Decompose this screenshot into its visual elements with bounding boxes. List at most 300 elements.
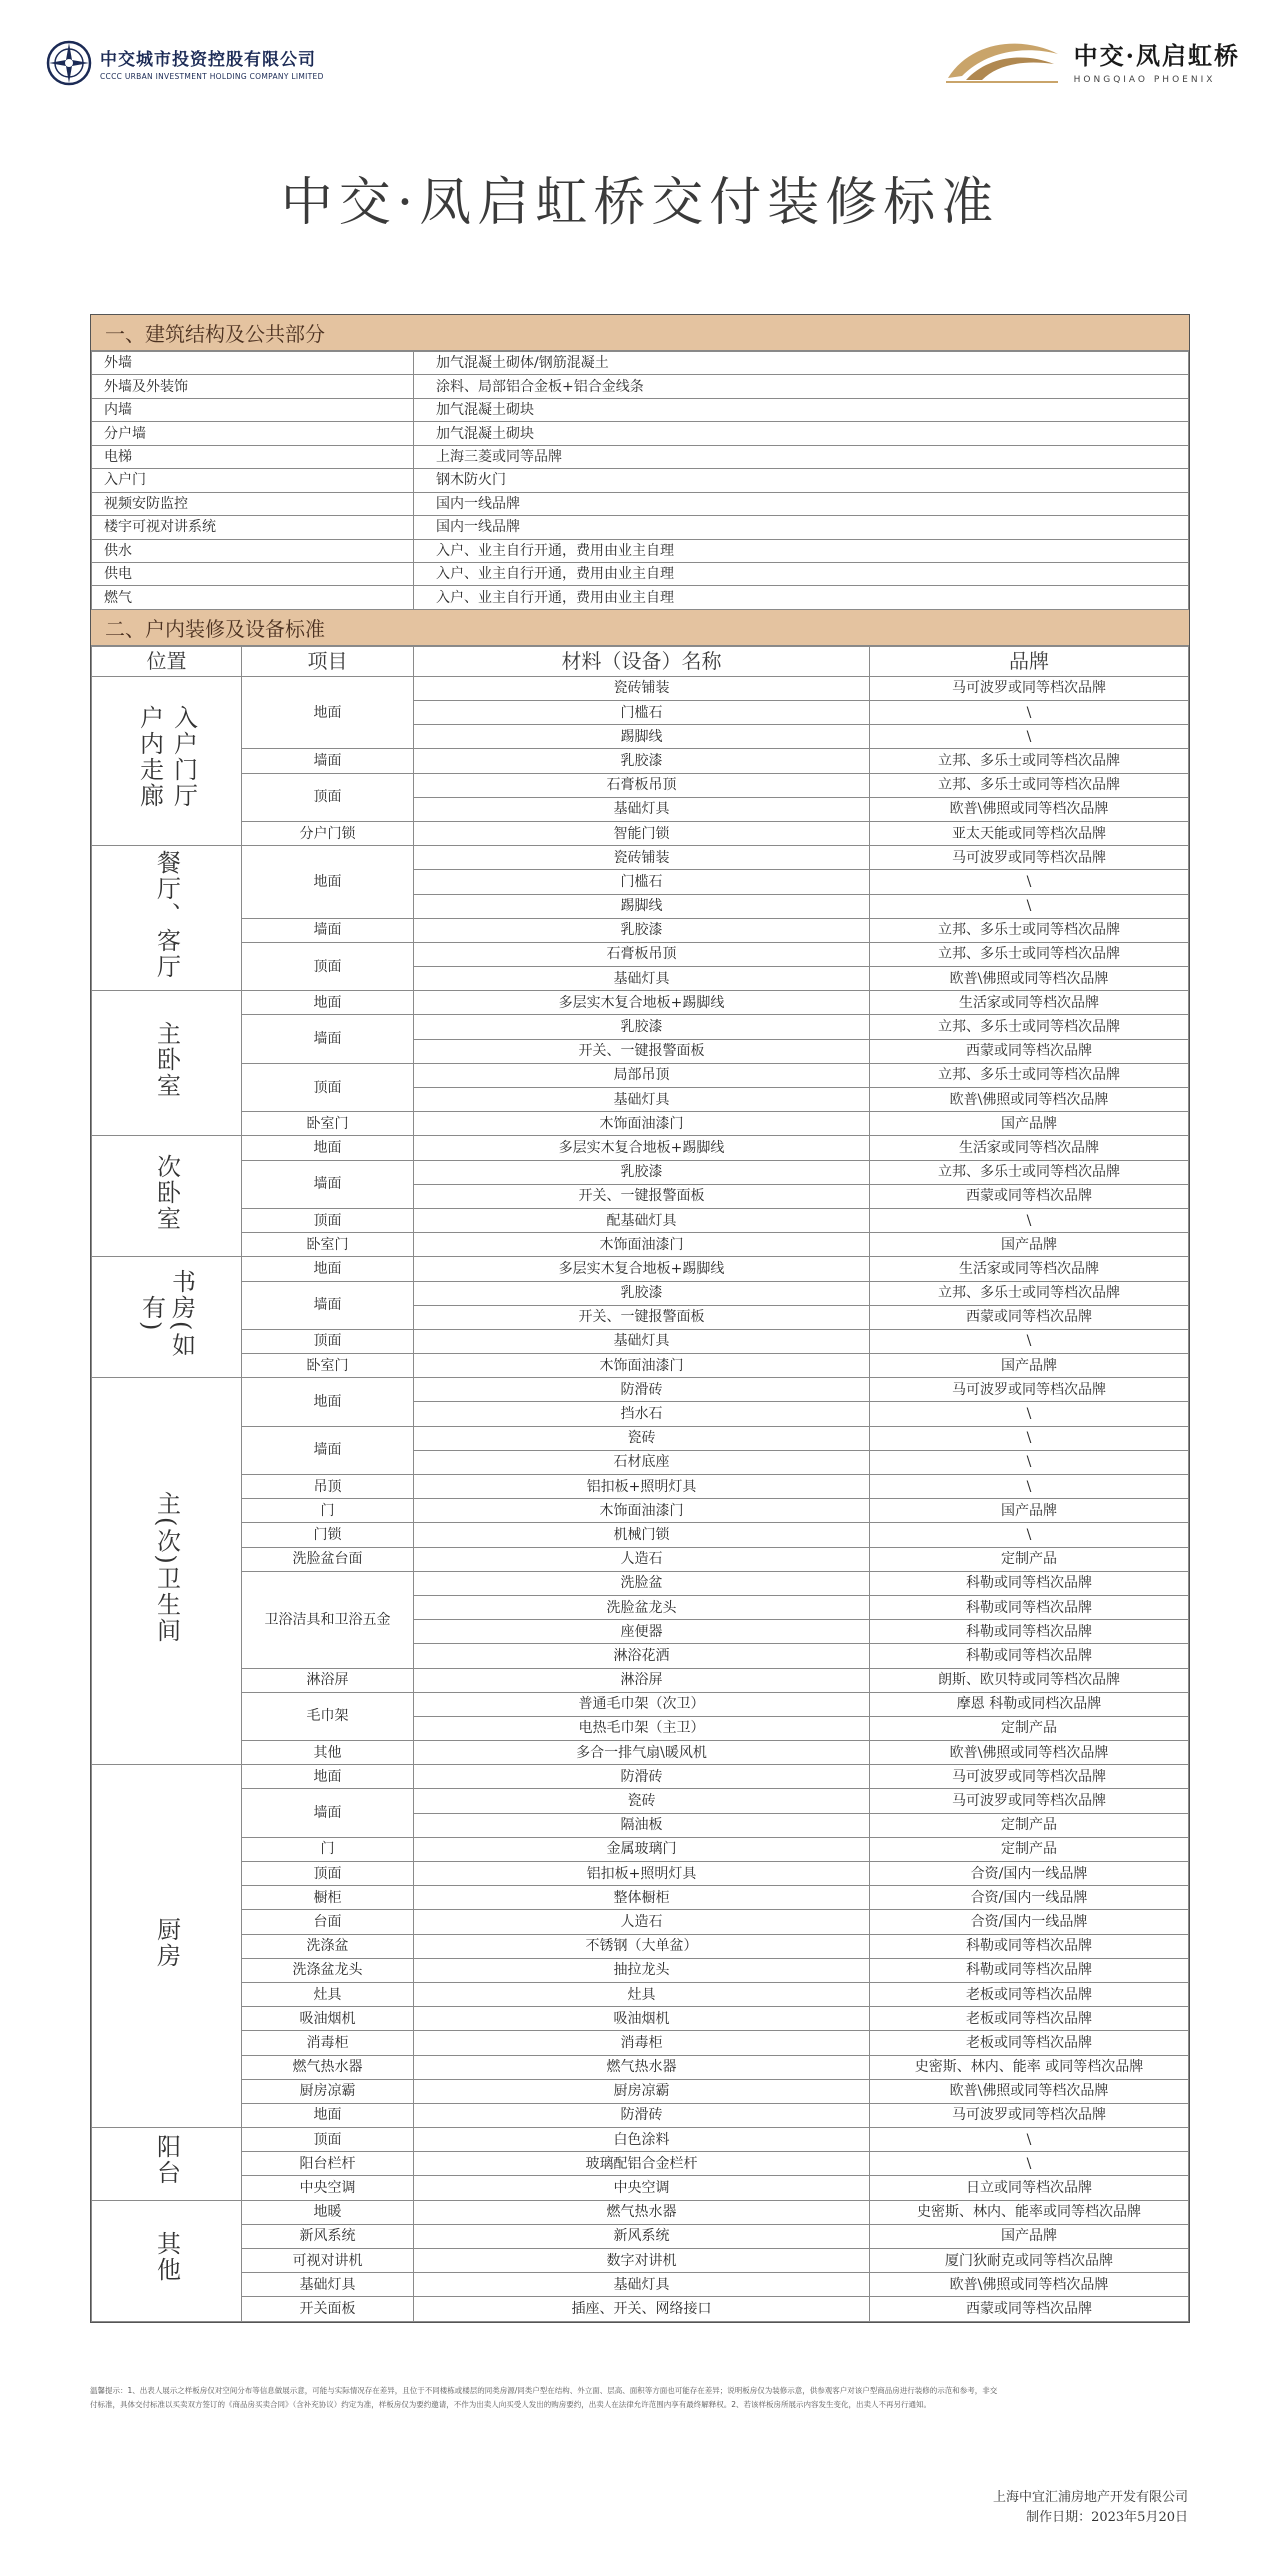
material-cell: 基础灯具 [414,1088,870,1112]
material-cell: 座便器 [414,1620,870,1644]
brand-cell: 西蒙或同等档次品牌 [870,1305,1189,1329]
table-row [92,1329,1189,1353]
material-cell: 铝扣板+照明灯具 [414,1475,870,1499]
position-label: 户内走廊 [135,705,164,810]
table-row [92,1910,1189,1934]
public-value: 入户、业主自行开通，费用由业主自理 [414,539,1189,562]
position-cell [92,2128,242,2201]
item-cell: 顶面 [242,773,414,821]
table-row [92,1426,1189,1450]
position-label: 入户门厅 [169,705,198,810]
public-value: 涂料、局部铝合金板+铝合金线条 [414,375,1189,398]
material-cell: 人造石 [414,1910,870,1934]
position-cell [92,2200,242,2321]
material-cell: 多层实木复合地板+踢脚线 [414,1257,870,1281]
material-cell: 木饰面油漆门 [414,1499,870,1523]
table-row [92,2055,1189,2079]
material-cell: 多层实木复合地板+踢脚线 [414,1136,870,1160]
public-item: 供电 [92,562,414,585]
col-material: 材料（设备）名称 [414,646,870,676]
table-row [92,1958,1189,1982]
brand-cell: 西蒙或同等档次品牌 [870,2297,1189,2321]
table-row [92,1523,1189,1547]
item-cell: 地面 [242,2103,414,2127]
brand-cell: 马可波罗或同等档次品牌 [870,676,1189,700]
item-cell: 墙面 [242,1281,414,1329]
item-cell: 洗脸盆台面 [242,1547,414,1571]
brand-cell: 合资/国内一线品牌 [870,1886,1189,1910]
table-row [92,1789,1189,1813]
table-row [92,2224,1189,2248]
position-label: 主卧室 [152,1020,181,1099]
material-cell: 石膏板吊顶 [414,942,870,966]
material-cell: 灶具 [414,1982,870,2006]
material-cell: 瓷砖 [414,1789,870,1813]
material-cell: 中央空调 [414,2176,870,2200]
material-cell: 智能门锁 [414,821,870,845]
item-cell: 阳台栏杆 [242,2152,414,2176]
position-label: 次卧室 [152,1153,181,1232]
brand-cell: 定制产品 [870,1813,1189,1837]
item-cell: 墙面 [242,1426,414,1474]
table-row [92,1741,1189,1765]
brand-cell: 立邦、多乐士或同等档次品牌 [870,749,1189,773]
material-cell: 配基础灯具 [414,1208,870,1232]
hongqiao-phoenix-logo [942,34,1240,86]
item-cell: 中央空调 [242,2176,414,2200]
public-row [92,586,1189,609]
material-cell: 白色涂料 [414,2128,870,2152]
brand-cell: 马可波罗或同等档次品牌 [870,1789,1189,1813]
brand-cell: \ [870,701,1189,725]
item-cell: 卧室门 [242,1112,414,1136]
item-cell: 灶具 [242,1982,414,2006]
item-cell: 地暖 [242,2200,414,2224]
brand-cell: \ [870,2128,1189,2152]
col-item: 项目 [242,646,414,676]
material-cell: 不锈钢（大单盆） [414,1934,870,1958]
public-item: 内墙 [92,398,414,421]
brand-cell: 立邦、多乐士或同等档次品牌 [870,942,1189,966]
material-cell: 石材底座 [414,1450,870,1474]
table-row [92,1499,1189,1523]
brand-cell: 立邦、多乐士或同等档次品牌 [870,1015,1189,1039]
item-cell: 墙面 [242,918,414,942]
brand-cell: 立邦、多乐士或同等档次品牌 [870,773,1189,797]
public-value: 入户、业主自行开通，费用由业主自理 [414,562,1189,585]
left-logo-cn: 中交城市投资控股有限公司 [100,50,316,70]
material-cell: 电热毛巾架（主卫） [414,1716,870,1740]
material-cell: 多层实木复合地板+踢脚线 [414,991,870,1015]
material-cell: 木饰面油漆门 [414,1233,870,1257]
brand-cell: 合资/国内一线品牌 [870,1862,1189,1886]
public-value: 上海三菱或同等品牌 [414,445,1189,468]
item-cell: 地面 [242,1136,414,1160]
item-cell: 台面 [242,1910,414,1934]
brand-cell: 西蒙或同等档次品牌 [870,1039,1189,1063]
cccc-urban-logo [46,40,324,86]
brand-cell: 立邦、多乐士或同等档次品牌 [870,1160,1189,1184]
public-row [92,562,1189,585]
position-label: 餐厅、客厅 [152,849,181,980]
brand-cell: 国产品牌 [870,1112,1189,1136]
section1-heading: 一、建筑结构及公共部分 [91,315,1189,351]
item-cell: 洗涤盆龙头 [242,1958,414,1982]
material-cell: 插座、开关、网络接口 [414,2297,870,2321]
table-row [92,1692,1189,1716]
brand-cell: 欧普\佛照或同等档次品牌 [870,1741,1189,1765]
item-cell: 地面 [242,676,414,749]
table-row [92,1668,1189,1692]
position-cell [92,1765,242,2128]
brand-cell: \ [870,870,1189,894]
public-row [92,516,1189,539]
brand-cell: 马可波罗或同等档次品牌 [870,846,1189,870]
brand-cell: 史密斯、林内、能率或同等档次品牌 [870,2200,1189,2224]
material-cell: 多合一排气扇\暖风机 [414,1741,870,1765]
brand-cell: \ [870,1450,1189,1474]
item-cell: 洗涤盆 [242,1934,414,1958]
material-cell: 乳胶漆 [414,1281,870,1305]
material-cell: 局部吊顶 [414,1063,870,1087]
brand-cell: 科勒或同等档次品牌 [870,1571,1189,1595]
material-cell: 瓷砖铺装 [414,846,870,870]
brand-cell: 生活家或同等档次品牌 [870,991,1189,1015]
col-brand: 品牌 [870,646,1189,676]
brand-cell: 科勒或同等档次品牌 [870,1958,1189,1982]
table-row [92,773,1189,797]
material-cell: 洗脸盆龙头 [414,1595,870,1619]
material-cell: 洗脸盆 [414,1571,870,1595]
disclaimer-line-2: 付标准，具体交付标准以买卖双方签订的《商品房买卖合同》（含补充协议）约定为准，样板房仅为要约邀请，不作为出卖人向买受人发出的购房要约，出卖人在法律允许范围内享有最终解释权。2、若该样板房所展示内容发生变化，出卖人不再另行通知。 [90,2400,932,2410]
public-item: 视频安防监控 [92,492,414,515]
material-cell: 防滑砖 [414,1765,870,1789]
left-logo-en: CCCC URBAN INVESTMENT HOLDING COMPANY LIMITED [100,72,324,81]
material-cell: 隔油板 [414,1813,870,1837]
table-row [92,1765,1189,1789]
material-cell: 抽拉龙头 [414,1958,870,1982]
brand-cell: 欧普\佛照或同等档次品牌 [870,797,1189,821]
material-cell: 乳胶漆 [414,1160,870,1184]
material-cell: 厨房凉霸 [414,2079,870,2103]
public-row [92,375,1189,398]
material-cell: 基础灯具 [414,797,870,821]
table-row [92,1886,1189,1910]
public-item: 电梯 [92,445,414,468]
table-row [92,1136,1189,1160]
interior-standards-table [91,646,1189,2322]
material-cell: 开关、一键报警面板 [414,1184,870,1208]
table-row [92,2200,1189,2224]
brand-cell: \ [870,1523,1189,1547]
table-row [92,1208,1189,1232]
table-row [92,1112,1189,1136]
position-cell [92,1378,242,1765]
public-row [92,422,1189,445]
material-cell: 基础灯具 [414,1329,870,1353]
brand-cell: 国产品牌 [870,1354,1189,1378]
table-row [92,2152,1189,2176]
material-cell: 人造石 [414,1547,870,1571]
brand-cell: 立邦、多乐士或同等档次品牌 [870,1281,1189,1305]
position-cell [92,676,242,845]
brand-cell: 定制产品 [870,1716,1189,1740]
position-cell [92,991,242,1136]
material-cell: 门槛石 [414,870,870,894]
item-cell: 卧室门 [242,1233,414,1257]
item-cell: 地面 [242,1378,414,1426]
item-cell: 门 [242,1837,414,1861]
table-row [92,749,1189,773]
item-cell: 墙面 [242,1789,414,1837]
item-cell: 淋浴屏 [242,1668,414,1692]
material-cell: 开关、一键报警面板 [414,1039,870,1063]
material-cell: 普通毛巾架（次卫） [414,1692,870,1716]
material-cell: 淋浴屏 [414,1668,870,1692]
table-row [92,2297,1189,2321]
table-row [92,1160,1189,1184]
item-cell: 橱柜 [242,1886,414,1910]
brand-cell: 日立或同等档次品牌 [870,2176,1189,2200]
brand-cell: 欧普\佛照或同等档次品牌 [870,1088,1189,1112]
material-cell: 开关、一键报警面板 [414,1305,870,1329]
item-cell: 墙面 [242,749,414,773]
brand-cell: 立邦、多乐士或同等档次品牌 [870,1063,1189,1087]
brand-cell: 欧普\佛照或同等档次品牌 [870,967,1189,991]
table-row [92,1934,1189,1958]
brand-cell: 国产品牌 [870,1499,1189,1523]
public-item: 分户墙 [92,422,414,445]
item-cell: 顶面 [242,1208,414,1232]
brand-cell: 定制产品 [870,1547,1189,1571]
item-cell: 地面 [242,846,414,919]
position-label-group [135,705,199,809]
right-logo-cn: 中交·凤启虹桥 [1073,40,1240,70]
position-cell [92,846,242,991]
brand-cell: 生活家或同等档次品牌 [870,1136,1189,1160]
item-cell: 卧室门 [242,1354,414,1378]
item-cell: 毛巾架 [242,1692,414,1740]
table-row [92,1837,1189,1861]
public-item: 楼宇可视对讲系统 [92,516,414,539]
brand-cell: 老板或同等档次品牌 [870,2031,1189,2055]
brand-cell: \ [870,1402,1189,1426]
brand-cell: 科勒或同等档次品牌 [870,1644,1189,1668]
public-row [92,539,1189,562]
item-cell: 消毒柜 [242,2031,414,2055]
table-row [92,2031,1189,2055]
material-cell: 金属玻璃门 [414,1837,870,1861]
brand-cell: \ [870,2152,1189,2176]
material-cell: 数字对讲机 [414,2249,870,2273]
table-row [92,1233,1189,1257]
material-cell: 挡水石 [414,1402,870,1426]
material-cell: 乳胶漆 [414,749,870,773]
table-row [92,991,1189,1015]
material-cell: 门槛石 [414,701,870,725]
public-item: 燃气 [92,586,414,609]
material-cell: 基础灯具 [414,2273,870,2297]
brand-cell: \ [870,1329,1189,1353]
brand-cell: 马可波罗或同等档次品牌 [870,1765,1189,1789]
material-cell: 踢脚线 [414,894,870,918]
item-cell: 开关面板 [242,2297,414,2321]
table-row [92,1571,1189,1595]
item-cell: 其他 [242,1741,414,1765]
public-parts-table [91,351,1189,610]
brand-cell: 科勒或同等档次品牌 [870,1934,1189,1958]
disclaimer-line-1: 温馨提示：1、出表人展示之样板房仅对空间分布等信息做展示意，可能与实际情况存在差异，且位于不同楼栋或楼层的同类房源/同类户型在结构、外立面、层高、面积等方面也可能存在差异；说明板房仅为装修示意，供参观客户对该户型商品房进行装修的示范和参考，非交 [90,2386,998,2395]
public-item: 入户门 [92,469,414,492]
brand-cell: 合资/国内一线品牌 [870,1910,1189,1934]
page-title: 中交·凤启虹桥交付装修标准 [280,173,1000,233]
item-cell: 吸油烟机 [242,2007,414,2031]
table-row [92,846,1189,870]
public-item: 外墙及外装饰 [92,375,414,398]
item-cell: 墙面 [242,1015,414,1063]
material-cell: 燃气热水器 [414,2200,870,2224]
brand-cell: 马可波罗或同等档次品牌 [870,1378,1189,1402]
item-cell: 吊顶 [242,1475,414,1499]
material-cell: 淋浴花洒 [414,1644,870,1668]
brand-cell: 立邦、多乐士或同等档次品牌 [870,918,1189,942]
brand-cell: 国产品牌 [870,2224,1189,2248]
item-cell: 基础灯具 [242,2273,414,2297]
brand-cell: \ [870,894,1189,918]
material-cell: 木饰面油漆门 [414,1354,870,1378]
company-name: 上海中宜汇浦房地产开发有限公司 [992,2490,1188,2505]
material-cell: 瓷砖 [414,1426,870,1450]
public-value: 加气混凝土砌块 [414,422,1189,445]
brand-cell: \ [870,725,1189,749]
brand-cell: 国产品牌 [870,1233,1189,1257]
table-row [92,1257,1189,1281]
public-value: 加气混凝土砌块 [414,398,1189,421]
company-info [993,2488,1188,2528]
position-label: 厨房 [152,1916,181,1969]
item-cell: 燃气热水器 [242,2055,414,2079]
public-row [92,469,1189,492]
material-cell: 整体橱柜 [414,1886,870,1910]
position-label: 阳台 [152,2134,181,2187]
brand-cell: 亚太天能或同等档次品牌 [870,821,1189,845]
section2-heading: 二、户内装修及设备标准 [91,610,1189,646]
item-cell: 新风系统 [242,2224,414,2248]
material-cell: 机械门锁 [414,1523,870,1547]
table-row [92,676,1189,700]
item-cell: 顶面 [242,2128,414,2152]
table-row [92,1547,1189,1571]
position-label: 书房(如有) [137,1269,196,1359]
position-label: 主(次)卫生间 [152,1491,181,1645]
table-row [92,1354,1189,1378]
table-row [92,2007,1189,2031]
material-cell: 木饰面油漆门 [414,1112,870,1136]
public-value: 钢木防火门 [414,469,1189,492]
standards-table [90,314,1190,2323]
material-cell: 踢脚线 [414,725,870,749]
col-position: 位置 [92,646,242,676]
brand-cell: 老板或同等档次品牌 [870,1982,1189,2006]
item-cell: 顶面 [242,942,414,990]
brand-cell: 欧普\佛照或同等档次品牌 [870,2273,1189,2297]
material-cell: 铝扣板+照明灯具 [414,1862,870,1886]
disclaimer-note [90,2384,1190,2413]
item-cell: 顶面 [242,1063,414,1111]
item-cell: 地面 [242,991,414,1015]
public-item: 外墙 [92,352,414,375]
item-cell: 厨房凉霸 [242,2079,414,2103]
material-cell: 玻璃配铝合金栏杆 [414,2152,870,2176]
brand-cell: \ [870,1475,1189,1499]
brand-cell: 定制产品 [870,1837,1189,1861]
table-row [92,2079,1189,2103]
item-cell: 顶面 [242,1329,414,1353]
brand-cell: 摩恩 科勒或同档次品牌 [870,1692,1189,1716]
material-cell: 燃气热水器 [414,2055,870,2079]
table-row [92,1378,1189,1402]
public-value: 加气混凝土砌体/钢筋混凝土 [414,352,1189,375]
table-row [92,2103,1189,2127]
item-cell: 可视对讲机 [242,2249,414,2273]
table-row [92,2249,1189,2273]
material-cell: 乳胶漆 [414,918,870,942]
table-row [92,2176,1189,2200]
brand-cell: 生活家或同等档次品牌 [870,1257,1189,1281]
item-cell: 墙面 [242,1160,414,1208]
item-cell: 地面 [242,1257,414,1281]
table-row [92,918,1189,942]
public-value: 入户、业主自行开通，费用由业主自理 [414,586,1189,609]
table-row [92,1015,1189,1039]
brand-cell: 科勒或同等档次品牌 [870,1595,1189,1619]
item-cell: 分户门锁 [242,821,414,845]
brand-cell: 科勒或同等档次品牌 [870,1620,1189,1644]
material-cell: 消毒柜 [414,2031,870,2055]
table-row [92,1862,1189,1886]
table-row [92,1982,1189,2006]
public-row [92,398,1189,421]
public-row [92,352,1189,375]
position-label: 其他 [152,2231,181,2284]
material-cell: 防滑砖 [414,2103,870,2127]
material-cell: 乳胶漆 [414,1015,870,1039]
table-row [92,821,1189,845]
brand-cell: 史密斯、林内、能率 或同等档次品牌 [870,2055,1189,2079]
item-cell: 门锁 [242,1523,414,1547]
material-cell: 防滑砖 [414,1378,870,1402]
brand-cell: \ [870,1208,1189,1232]
brand-cell: 欧普\佛照或同等档次品牌 [870,2079,1189,2103]
public-row [92,445,1189,468]
position-cell [92,1257,242,1378]
material-cell: 吸油烟机 [414,2007,870,2031]
cccc-logo-icon [46,40,92,86]
phoenix-swoosh-icon [942,34,1062,86]
position-cell [92,1136,242,1257]
material-cell: 基础灯具 [414,967,870,991]
table-row [92,2128,1189,2152]
brand-cell: 老板或同等档次品牌 [870,2007,1189,2031]
public-value: 国内一线品牌 [414,516,1189,539]
item-cell: 顶面 [242,1862,414,1886]
brand-cell: 厦门狄耐克或同等档次品牌 [870,2249,1189,2273]
item-cell: 卫浴洁具和卫浴五金 [242,1571,414,1668]
item-cell: 门 [242,1499,414,1523]
public-row [92,492,1189,515]
table-row [92,942,1189,966]
item-cell: 地面 [242,1765,414,1789]
